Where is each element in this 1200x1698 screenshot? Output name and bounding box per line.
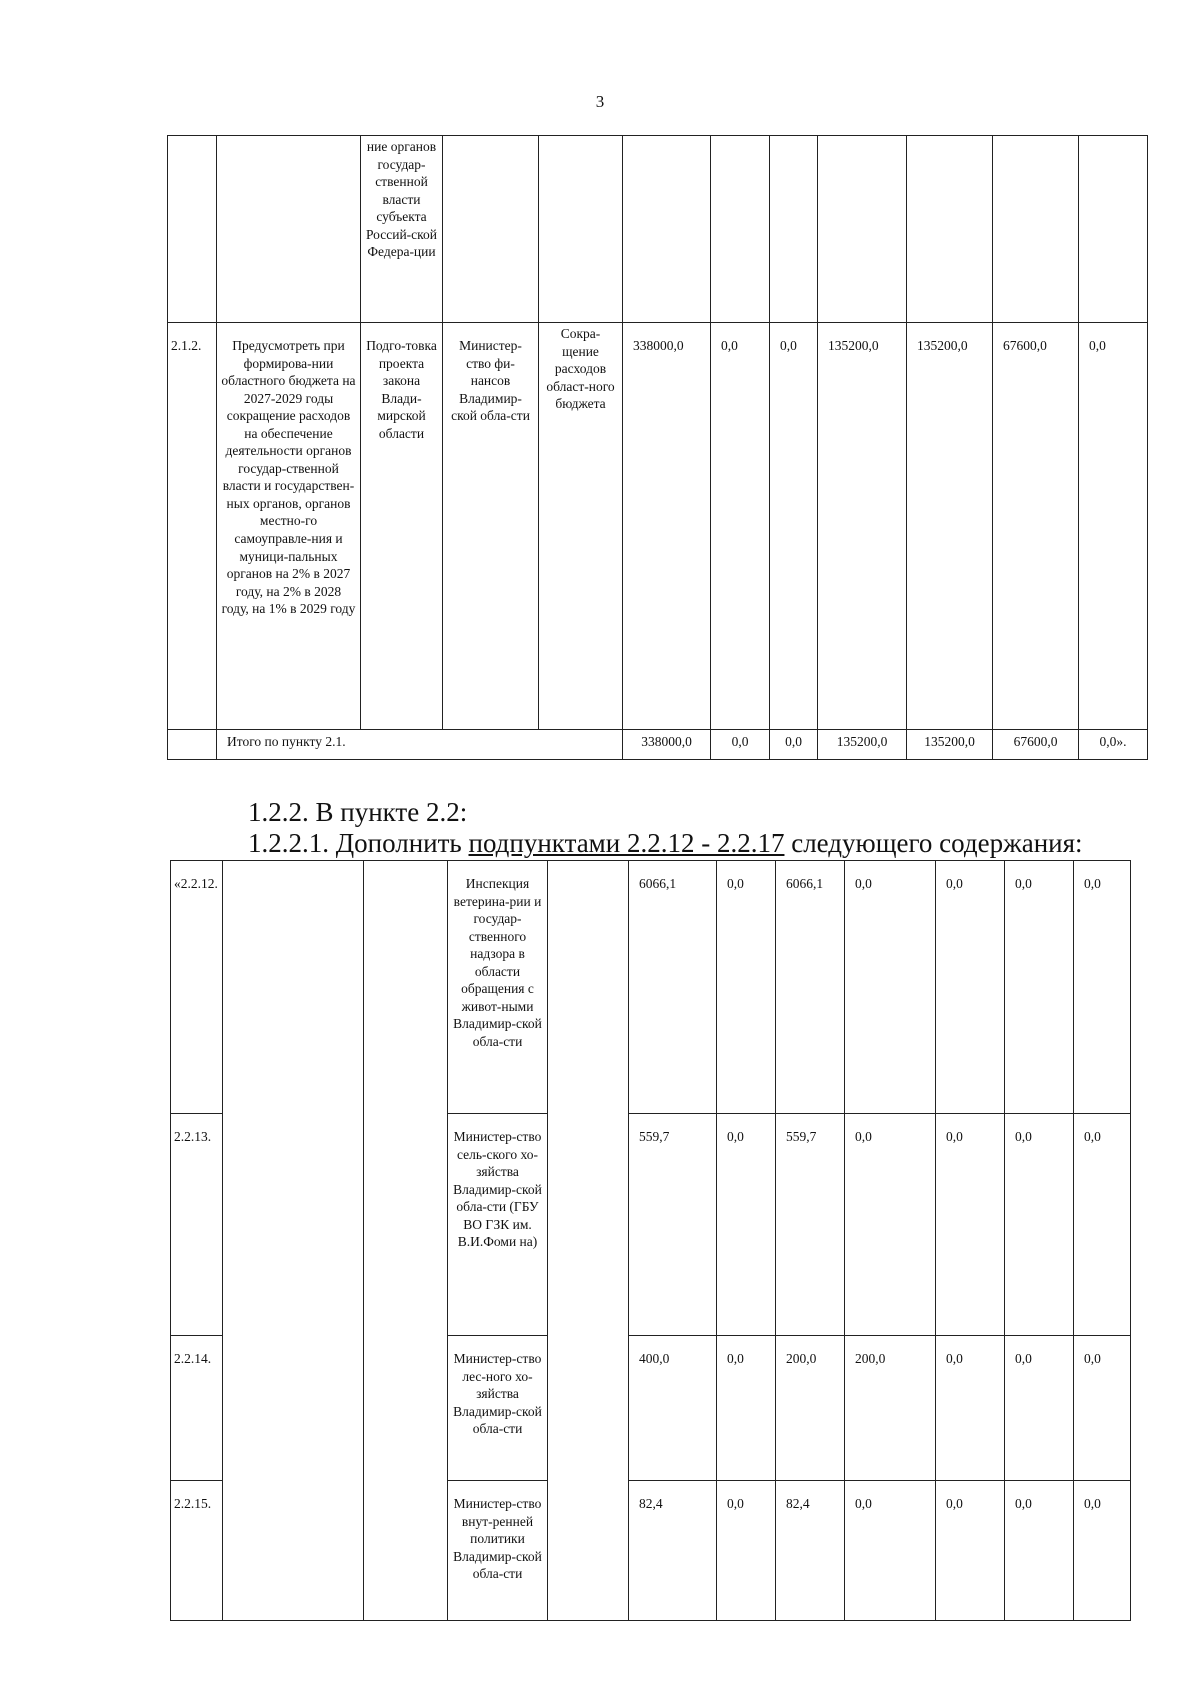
section-heading: 1.2.2. В пункте 2.2:: [248, 797, 468, 827]
subsection-heading: 1.2.2.1. Дополнить подпунктами 2.2.12 - 2.2.17 следующего содержания:: [248, 828, 1083, 858]
underlined-text: подпунктами 2.2.12 - 2.2.17: [468, 828, 785, 858]
value-cell: 135200,0: [818, 323, 907, 730]
value-cell: 0,0: [845, 861, 936, 1114]
table-row: [171, 861, 1131, 1114]
table-row: [168, 323, 1148, 730]
value-cell: 0,0: [711, 323, 770, 730]
description-cell: Предусмотреть при формирова-нии областного бюджета на 2027-2029 годы сокращение расходов на обеспечение деятельности органов государ-ственной власти и государствен-ных органов, органов местно-го самоуправле-ния и муници-пальных органов на 2% в 2027 году, на 2% в 2028 году, на 1% в 2029 году: [217, 323, 361, 730]
value-cell: 0,0: [1005, 1481, 1074, 1621]
value-cell: 0,0: [936, 1481, 1005, 1621]
value-cell: 82,4: [629, 1481, 717, 1621]
measures-table-2-2: [170, 860, 1131, 1621]
row-index: «2.2.12.: [171, 861, 223, 1114]
total-row: [168, 730, 1148, 760]
value-cell: 400,0: [629, 1336, 717, 1481]
value-cell: 135200,0: [907, 323, 993, 730]
total-value: 0,0: [770, 730, 818, 760]
total-value: 135200,0: [818, 730, 907, 760]
total-label: Итого по пункту 2.1.: [217, 730, 623, 760]
executor-cell: Министер-ство фи-нансов Владимир-ской обла-сти: [443, 323, 539, 730]
total-value: 0,0: [711, 730, 770, 760]
value-cell: 6066,1: [629, 861, 717, 1114]
executor-cell: Министер-ство внут-ренней политики Владимир-ской обла-сти: [448, 1481, 548, 1621]
measure-cell: Подго-товка проекта закона Влади-мирской области: [361, 323, 443, 730]
value-cell: 0,0: [1005, 1336, 1074, 1481]
value-cell: 559,7: [629, 1114, 717, 1336]
total-value: 0,0».: [1079, 730, 1148, 760]
value-cell: 0,0: [1074, 1114, 1131, 1336]
value-cell: 0,0: [717, 861, 776, 1114]
value-cell: 0,0: [1005, 1114, 1074, 1336]
measure-cell: ние органов государ-ственной власти субъекта Россий-ской Федера-ции: [361, 136, 443, 323]
executor-cell: Инспекция ветерина-рии и государ-ственного надзора в области обращения с живот-ными Владимир-ской обла-сти: [448, 861, 548, 1114]
table-row: [168, 136, 1148, 323]
total-value: 67600,0: [993, 730, 1079, 760]
executor-cell: Министер-ство лес-ного хо-зяйства Владимир-ской обла-сти: [448, 1336, 548, 1481]
value-cell: 200,0: [845, 1336, 936, 1481]
result-cell: Сокра-щение расходов област-ного бюджета: [539, 323, 623, 730]
measures-table-2-1: [167, 135, 1148, 760]
row-index: 2.2.13.: [171, 1114, 223, 1336]
total-value: 135200,0: [907, 730, 993, 760]
value-cell: 0,0: [717, 1336, 776, 1481]
value-cell: 0,0: [1074, 861, 1131, 1114]
value-cell: 0,0: [717, 1481, 776, 1621]
executor-cell: Министер-ство сель-ского хо-зяйства Владимир-ской обла-сти (ГБУ ВО ГЗК им. В.И.Фоми на): [448, 1114, 548, 1336]
row-index: 2.2.14.: [171, 1336, 223, 1481]
value-cell: 67600,0: [993, 323, 1079, 730]
value-cell: 0,0: [845, 1481, 936, 1621]
value-cell: 0,0: [936, 1114, 1005, 1336]
total-value: 338000,0: [623, 730, 711, 760]
page-number: 3: [595, 92, 605, 111]
value-cell: 200,0: [776, 1336, 845, 1481]
value-cell: 0,0: [936, 1336, 1005, 1481]
value-cell: 338000,0: [623, 323, 711, 730]
row-index: 2.2.15.: [171, 1481, 223, 1621]
value-cell: 0,0: [770, 323, 818, 730]
value-cell: 0,0: [936, 861, 1005, 1114]
value-cell: 82,4: [776, 1481, 845, 1621]
row-index: 2.1.2.: [168, 323, 217, 730]
value-cell: 0,0: [1079, 323, 1148, 730]
value-cell: 0,0: [1005, 861, 1074, 1114]
value-cell: 0,0: [717, 1114, 776, 1336]
value-cell: 0,0: [845, 1114, 936, 1336]
value-cell: 0,0: [1074, 1336, 1131, 1481]
value-cell: 0,0: [1074, 1481, 1131, 1621]
value-cell: 6066,1: [776, 861, 845, 1114]
value-cell: 559,7: [776, 1114, 845, 1336]
